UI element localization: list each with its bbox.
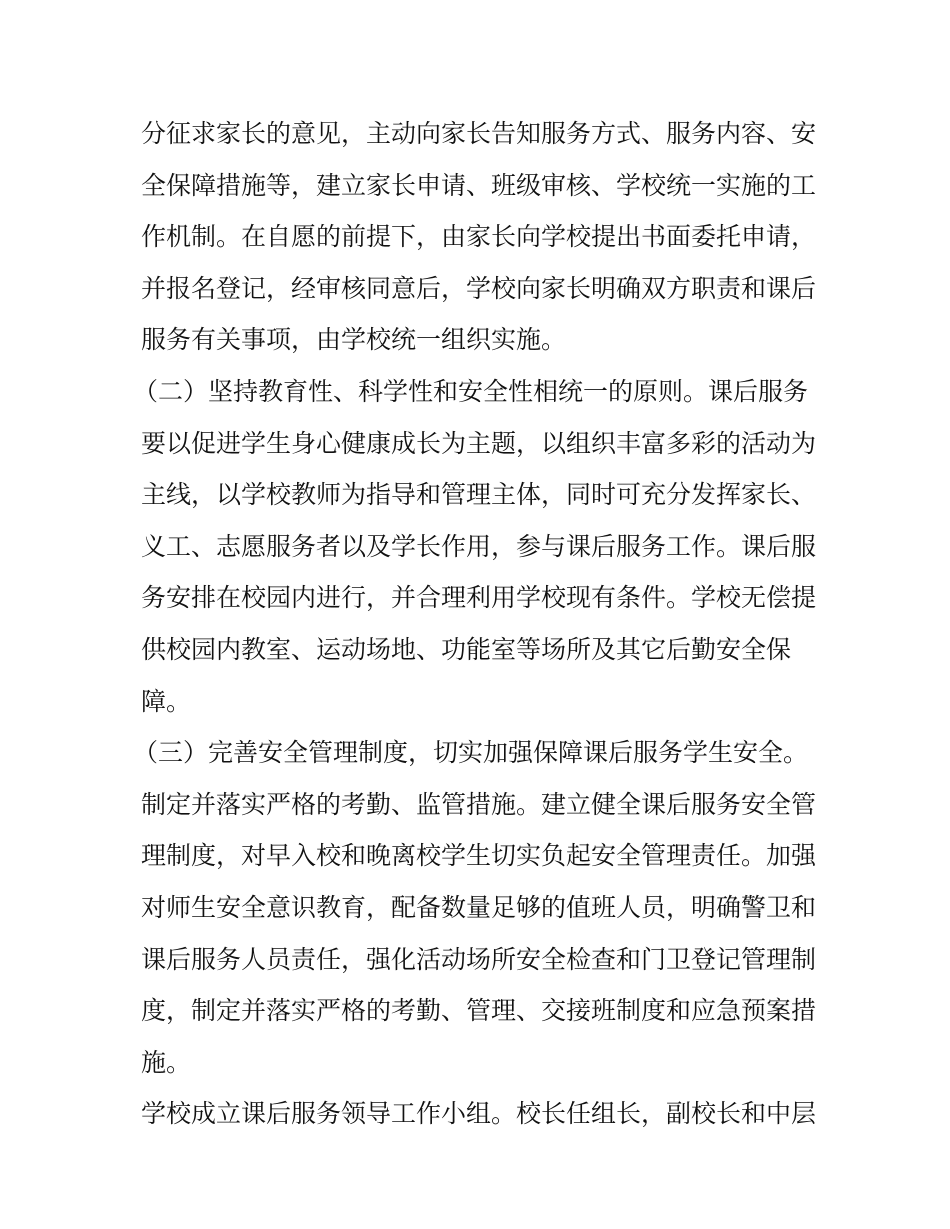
text-line: 度，制定并落实严格的考勤、管理、交接班制度和应急预案措 [141,996,817,1026]
text-line: 理制度，对早入校和晚离校学生切实负起安全管理责任。加强 [141,841,817,871]
text-line: 义工、志愿服务者以及学长作用，参与课后服务工作。课后服 [141,531,817,561]
text-line: 对师生安全意识教育，配备数量足够的值班人员，明确警卫和 [141,892,817,922]
text-line: 施。 [141,1047,192,1077]
text-line: 主线，以学校教师为指导和管理主体，同时可充分发挥家长、 [141,480,817,510]
text-line: 服务有关事项，由学校统一组织实施。 [141,325,567,355]
body-text [133,108,821,1140]
text-line: 要以促进学生身心健康成长为主题，以组织丰富多彩的活动为 [141,428,817,458]
text-line: 务安排在校园内进行，并合理利用学校现有条件。学校无偿提 [141,583,817,613]
text-line: 制定并落实严格的考勤、监管措施。建立健全课后服务安全管 [141,789,817,819]
text-line: 障。 [141,686,192,716]
section-heading-line: （二）坚持教育性、科学性和安全性相统一的原则。课后服务 [133,376,809,406]
text-line: 分征求家长的意见，主动向家长告知服务方式、服务内容、安 [141,119,817,148]
text-line: 作机制。在自愿的前提下，由家长向学校提出书面委托申请， [141,222,817,252]
text-line: 学校成立课后服务领导工作小组。校长任组长，副校长和中层 [141,1099,817,1129]
text-line: 并报名登记，经审核同意后，学校向家长明确双方职责和课后 [141,273,817,303]
text-line: 课后服务人员责任，强化活动场所安全检查和门卫登记管理制 [141,944,817,974]
text-line: 供校园内教室、运动场地、功能室等场所及其它后勤安全保 [141,634,792,664]
section-heading-line: （三）完善安全管理制度，切实加强保障课后服务学生安全。 [133,738,809,768]
text-line: 全保障措施等，建立家长申请、班级审核、学校统一实施的工 [141,170,817,200]
